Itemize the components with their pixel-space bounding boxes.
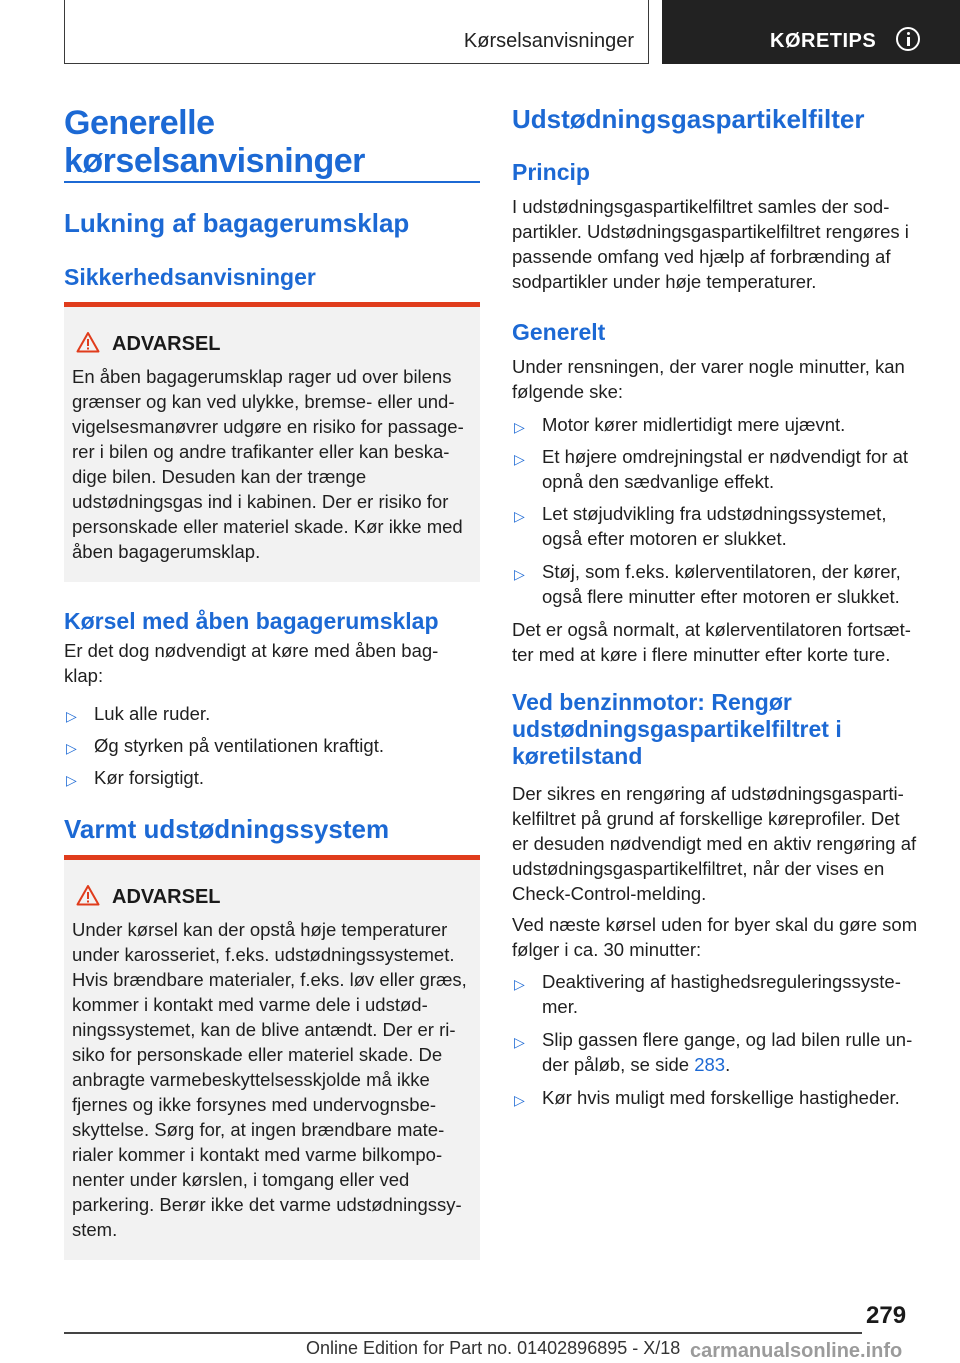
list-item-text xyxy=(542,969,928,1019)
text-line: anbragte varmebeskyttelsesskjolde må ikke xyxy=(72,1069,430,1090)
text-line: følger i ca. 30 minutter: xyxy=(512,939,702,960)
header-chapter-label: KØRETIPS xyxy=(770,30,877,52)
text-line: kelfiltret på grund af forskellige køreprofiler. Det xyxy=(512,808,900,829)
warning-text xyxy=(72,364,474,564)
list-item-text: Kør forsigtigt. xyxy=(94,767,204,788)
text-line: Let støjudvikling fra udstødningssystemet, xyxy=(542,503,887,524)
text-line: I udstødningsgaspartikelfiltret samles der sod- xyxy=(512,196,890,217)
text-line: nenter under kørslen, i tomgang eller ved xyxy=(72,1169,410,1190)
text-line: åben bagagerumsklap. xyxy=(72,541,261,562)
bullet-triangle-icon: ▷ xyxy=(514,1092,525,1108)
heading-hot-exhaust: Varmt udstødningssystem xyxy=(64,814,390,844)
text-line: opnå den sædvanlige effekt. xyxy=(542,471,775,492)
text-line: også efter motoren er slukket. xyxy=(542,528,787,549)
info-icon xyxy=(896,27,920,51)
page-title-line: kørselsanvisninger xyxy=(64,142,365,180)
text-line: Under rensningen, der varer nogle minutter, kan xyxy=(512,356,905,377)
paragraph-general xyxy=(512,354,928,404)
warning-triangle-icon xyxy=(76,884,100,906)
text-line: skyttelse. Sørg for, at ingen brændbare mate- xyxy=(72,1119,445,1140)
bullet-triangle-icon: ▷ xyxy=(514,566,525,582)
text-line: vigelsesmanøvrer udgøre en risiko for passage- xyxy=(72,416,464,437)
bullet-triangle-icon: ▷ xyxy=(514,508,525,524)
text-line: ter med at køre i flere minutter efter korte ture. xyxy=(512,644,891,665)
text-line: Støj, som f.eks. kølerventilatoren, der kører, xyxy=(542,561,901,582)
text-line: dige bilen. Desuden kan der trænge xyxy=(72,466,367,487)
page-title-line: Generelle xyxy=(64,104,215,142)
text-line: sodpartikler under høje temperaturer. xyxy=(512,271,817,292)
text-line: stem. xyxy=(72,1219,118,1240)
paragraph-next-drive xyxy=(512,912,928,962)
page-reference-link[interactable]: 283 xyxy=(694,1054,726,1075)
text-line: mer. xyxy=(542,996,578,1017)
heading-petrol-cleaning xyxy=(512,689,842,770)
text-line: Der sikres en rengøring af udstødningsgasparti- xyxy=(512,783,904,804)
warning-title: ADVARSEL xyxy=(112,886,221,908)
text-fragment: . xyxy=(725,1054,731,1075)
header-section-box xyxy=(64,0,649,64)
heading-line: udstødningsgaspartikelfiltret i xyxy=(512,716,842,742)
heading-principle: Princip xyxy=(512,159,590,185)
bullet-triangle-icon: ▷ xyxy=(514,976,525,992)
watermark: carmanualsonline.info xyxy=(690,1340,903,1362)
list-item-text xyxy=(542,444,928,494)
text-line: Check-Control-melding. xyxy=(512,883,707,904)
text-fragment: der påløb, se side xyxy=(542,1054,695,1075)
text-line: også flere minutter efter motoren er slukket. xyxy=(542,586,900,607)
page-title xyxy=(64,104,365,180)
text-line: En åben bagagerumsklap rager ud over bilens xyxy=(72,366,452,387)
warning-box-exhaust xyxy=(64,855,480,1260)
page-number: 279 xyxy=(866,1302,907,1329)
warning-title: ADVARSEL xyxy=(112,333,221,355)
paragraph-petrol xyxy=(512,781,928,906)
title-rule xyxy=(64,181,480,183)
text-line: rialer kommer i kontakt med varme bilkompo- xyxy=(72,1144,443,1165)
list-item-text xyxy=(542,412,928,437)
text-line: personskade eller materiel skade. Kør ikke med xyxy=(72,516,463,537)
footer-rule xyxy=(64,1332,862,1334)
paragraph-principle xyxy=(512,194,928,294)
text-line: rer i bilen og andre trafikanter eller kan beska- xyxy=(72,441,450,462)
text-line: fjernes og ikke forsynes med undervognsbe- xyxy=(72,1094,437,1115)
heading-open-tailgate: Kørsel med åben bagagerumsklap xyxy=(64,608,439,634)
text-line: Ved næste kørsel uden for byer skal du gøre som xyxy=(512,914,918,935)
text-line: passende omfang ved hjælp af forbrænding af xyxy=(512,246,891,267)
text-line: udstødningsgaspartikelfiltret, når der vises en xyxy=(512,858,885,879)
bullet-triangle-icon: ▷ xyxy=(66,772,77,788)
bullet-triangle-icon: ▷ xyxy=(514,419,525,435)
header-chapter-box xyxy=(662,0,960,64)
list-item-text xyxy=(542,1027,928,1077)
text-line: Det er også normalt, at kølerventilatoren fortsæt- xyxy=(512,619,911,640)
text-line: er desuden nødvendigt med en aktiv rengøring af xyxy=(512,833,917,854)
bullet-triangle-icon: ▷ xyxy=(66,740,77,756)
paragraph-normal xyxy=(512,617,928,667)
footer-edition: Online Edition for Part no. 01402896895 - X/18 xyxy=(306,1338,681,1358)
text-line: parkering. Berør ikke det varme udstødningssy- xyxy=(72,1194,462,1215)
text-line xyxy=(542,1052,928,1077)
bullet-triangle-icon: ▷ xyxy=(514,451,525,467)
text-line: Hvis brændbare materialer, f.eks. løv eller græs, xyxy=(72,969,467,990)
heading-safety: Sikkerhedsanvisninger xyxy=(64,264,316,290)
bullet-triangle-icon: ▷ xyxy=(514,1034,525,1050)
text-line: partikler. Udstødningsgaspartikelfiltret rengøres i xyxy=(512,221,909,242)
text-line: Et højere omdrejningstal er nødvendigt for at xyxy=(542,446,909,467)
heading-particle-filter: Udstødningsgaspartikelfilter xyxy=(512,104,865,134)
heading-tailgate: Lukning af bagagerumsklap xyxy=(64,208,410,238)
heading-general: Generelt xyxy=(512,319,606,345)
heading-line: Ved benzinmotor: Rengør xyxy=(512,689,792,715)
list-item-text: Øg styrken på ventilationen kraftigt. xyxy=(94,735,384,756)
text-line: Under kørsel kan der opstå høje temperaturer xyxy=(72,919,448,940)
text-line: klap: xyxy=(64,665,104,686)
warning-text xyxy=(72,917,474,1242)
text-line: Motor kører midlertidigt mere ujævnt. xyxy=(542,414,846,435)
list-item-text: Kør hvis muligt med forskellige hastigheder. xyxy=(542,1087,900,1108)
text-line: Er det dog nødvendigt at køre med åben bag- xyxy=(64,640,439,661)
header-section-label: Kørselsanvisninger xyxy=(463,30,634,52)
text-line: Deaktivering af hastighedsreguleringssyste- xyxy=(542,971,901,992)
list-item-text xyxy=(542,559,928,609)
warning-box-tailgate xyxy=(64,302,480,582)
list-item-text: Luk alle ruder. xyxy=(94,703,211,724)
paragraph-open-tailgate xyxy=(64,638,480,688)
text-line: kommer i kontakt med varme dele i udstød- xyxy=(72,994,428,1015)
bullet-triangle-icon: ▷ xyxy=(66,708,77,724)
list-item-text xyxy=(542,501,928,551)
text-line: siko for personskade eller materiel skade. De xyxy=(72,1044,443,1065)
text-line: Slip gassen flere gange, og lad bilen rulle un- xyxy=(542,1029,913,1050)
text-line: under karosseriet, f.eks. udstødningssystemet. xyxy=(72,944,455,965)
text-line: udstødningsgas ind i kabinen. Der er risiko for xyxy=(72,491,449,512)
text-line: ningssystemet, kan de blive antændt. Der er ri- xyxy=(72,1019,456,1040)
heading-line: køretilstand xyxy=(512,743,643,769)
warning-triangle-icon xyxy=(76,331,100,353)
text-line: følgende ske: xyxy=(512,381,624,402)
text-line: grænser og kan ved ulykke, bremse- eller und- xyxy=(72,391,455,412)
